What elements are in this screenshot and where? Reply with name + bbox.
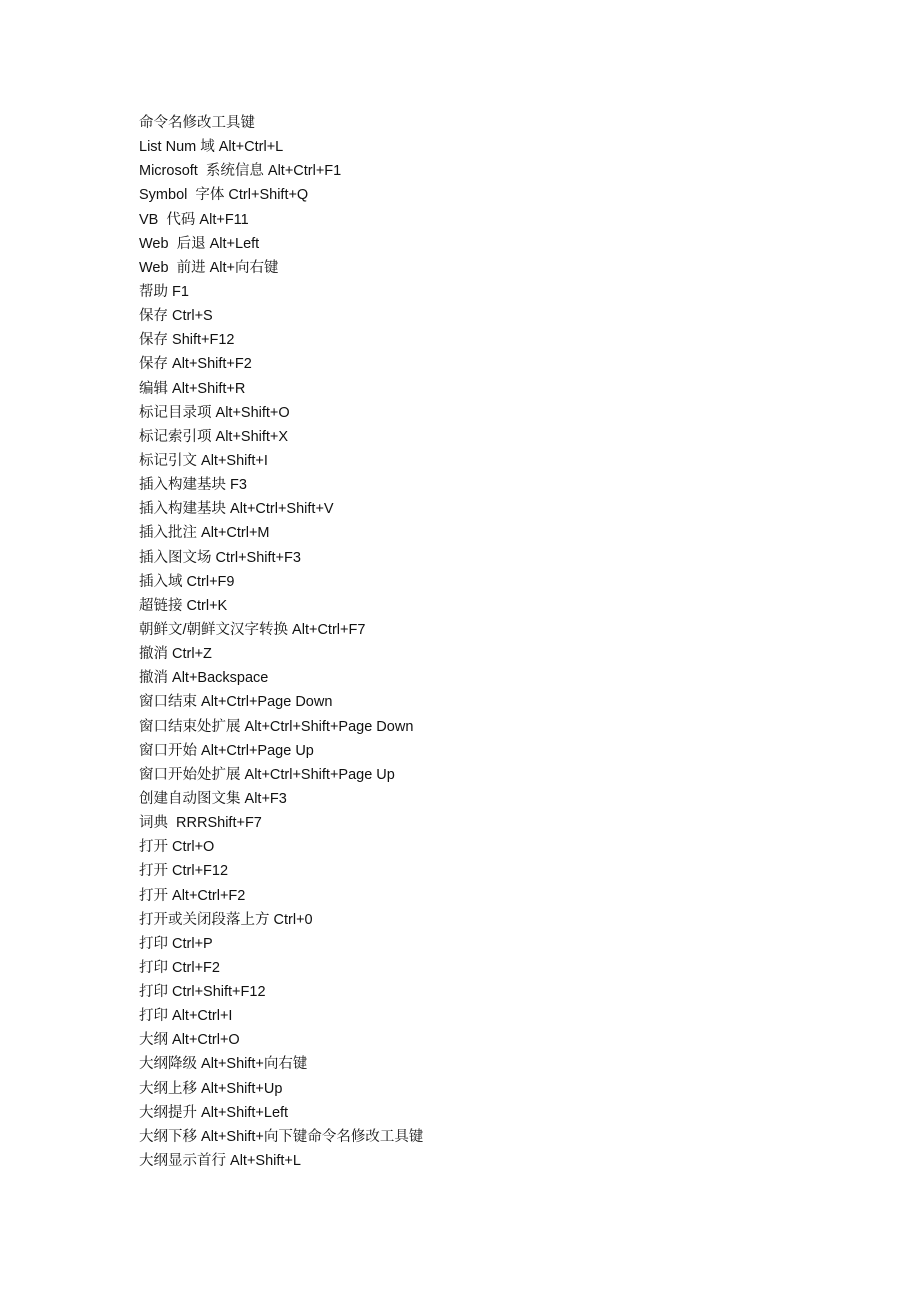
list-item: 朝鲜文/朝鲜文汉字转换 Alt+Ctrl+F7 xyxy=(139,621,366,638)
list-item: 打印 Ctrl+Shift+F12 xyxy=(139,984,266,1001)
list-item: 撤消 Ctrl+Z xyxy=(139,646,212,663)
list-item: 插入构建基块 F3 xyxy=(139,477,247,494)
list-item: 打印 Ctrl+F2 xyxy=(139,959,220,976)
list-item: 编辑 Alt+Shift+R xyxy=(139,380,246,397)
list-item: 大纲显示首行 Alt+Shift+L xyxy=(139,1153,301,1170)
list-item: 窗口结束 Alt+Ctrl+Page Down xyxy=(139,694,333,711)
list-item: Microsoft 系统信息 Alt+Ctrl+F1 xyxy=(139,163,342,180)
list-item: 标记索引项 Alt+Shift+X xyxy=(139,428,289,445)
list-item: 窗口结束处扩展 Alt+Ctrl+Shift+Page Down xyxy=(139,718,414,735)
list-item: Symbol 字体 Ctrl+Shift+Q xyxy=(139,187,309,204)
list-item: 大纲上移 Alt+Shift+Up xyxy=(139,1080,283,1097)
list-item: 保存 Shift+F12 xyxy=(139,332,235,349)
list-item: 插入批注 Alt+Ctrl+M xyxy=(139,525,270,542)
list-item: 插入域 Ctrl+F9 xyxy=(139,573,235,590)
list-item: List Num 域 Alt+Ctrl+L xyxy=(139,139,284,156)
list-item: VB 代码 Alt+F11 xyxy=(139,211,249,228)
list-item: 保存 Ctrl+S xyxy=(139,308,213,325)
list-item: 大纲提升 Alt+Shift+Left xyxy=(139,1104,289,1121)
list-item: 词典 RRRShift+F7 xyxy=(139,815,262,832)
list-item: 插入构建基块 Alt+Ctrl+Shift+V xyxy=(139,501,334,518)
list-item: 打开 Ctrl+F12 xyxy=(139,863,229,880)
list-item: 大纲下移 Alt+Shift+向下键命令名修改工具键 xyxy=(139,1128,424,1145)
list-item: 打印 Alt+Ctrl+I xyxy=(139,1008,233,1025)
list-item: 大纲 Alt+Ctrl+O xyxy=(139,1032,240,1049)
list-item: 超链接 Ctrl+K xyxy=(139,597,228,614)
list-item: Web 后退 Alt+Left xyxy=(139,235,260,252)
list-item: 大纲降级 Alt+Shift+向右键 xyxy=(139,1056,308,1073)
list-item: 打开 Ctrl+O xyxy=(139,839,215,856)
list-item: Web 前进 Alt+向右键 xyxy=(139,259,279,276)
shortcut-list xyxy=(139,111,859,1173)
list-item: 窗口开始 Alt+Ctrl+Page Up xyxy=(139,742,314,759)
list-item: 窗口开始处扩展 Alt+Ctrl+Shift+Page Up xyxy=(139,766,395,783)
list-item: 插入图文场 Ctrl+Shift+F3 xyxy=(139,549,301,566)
list-item: 标记引文 Alt+Shift+I xyxy=(139,452,268,469)
list-item: 打印 Ctrl+P xyxy=(139,935,213,952)
list-item: 保存 Alt+Shift+F2 xyxy=(139,356,252,373)
list-item: 创建自动图文集 Alt+F3 xyxy=(139,790,287,807)
list-item: 撤消 Alt+Backspace xyxy=(139,670,269,687)
list-heading: 命令名修改工具键 xyxy=(139,115,255,131)
list-item: 打开或关闭段落上方 Ctrl+0 xyxy=(139,911,313,928)
list-item: 帮助 F1 xyxy=(139,283,189,300)
list-item: 标记目录项 Alt+Shift+O xyxy=(139,404,290,421)
list-item: 打开 Alt+Ctrl+F2 xyxy=(139,887,246,904)
